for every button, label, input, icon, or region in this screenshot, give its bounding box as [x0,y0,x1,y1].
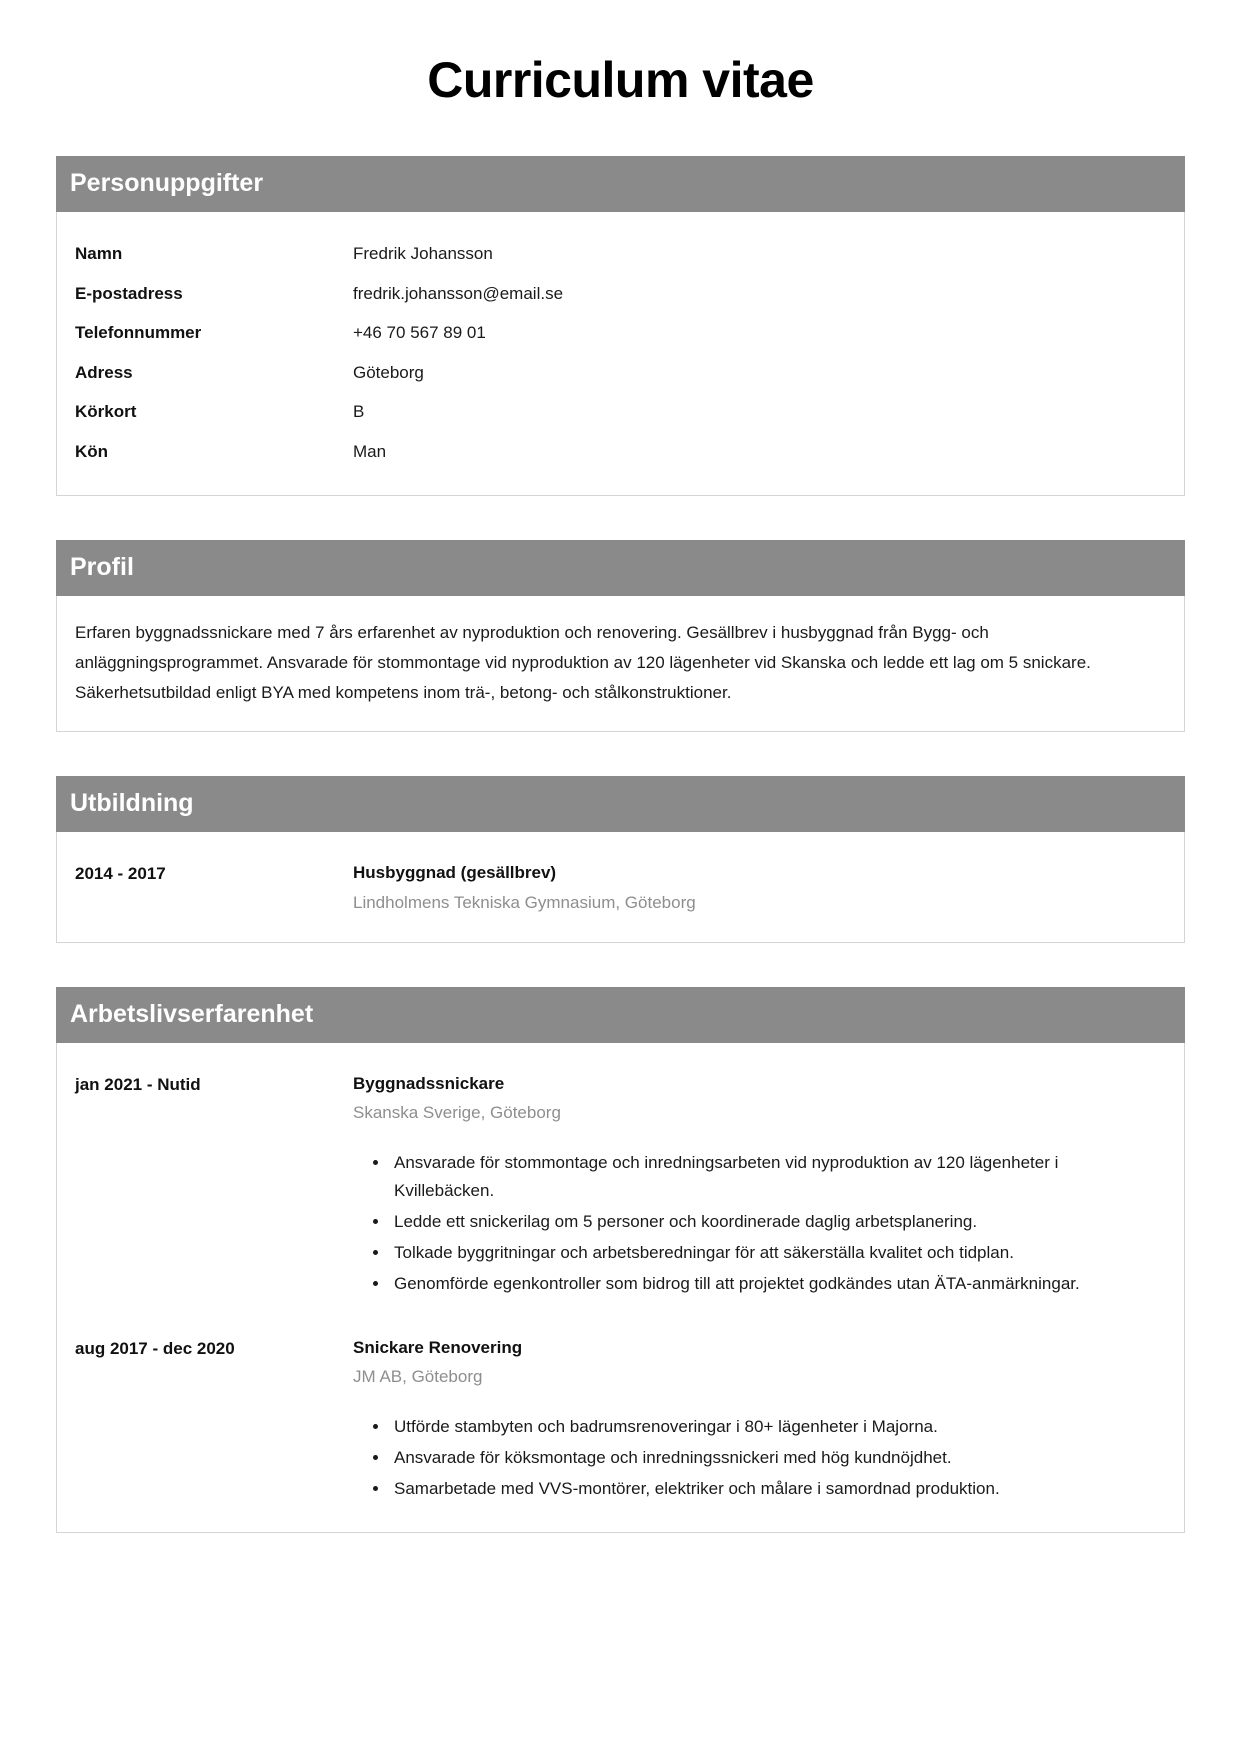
list-item: • Utförde stambyten och badrumsrenoveringar i 80+ lägenheter i Majorna. [390,1413,1152,1441]
list-item: • Genomförde egenkontroller som bidrog till att projektet godkändes utan ÄTA-anmärkningar. [390,1270,1152,1298]
table-row [75,392,1166,432]
section-heading-education: Utbildning [56,776,1185,832]
section-heading-personal-details: Personuppgifter [56,156,1185,212]
personal-detail-label: Namn [75,244,123,263]
personal-detail-label: Kön [75,441,109,461]
table-row [75,353,1166,393]
list-item: • Ansvarade för stommontage och inredningsarbeten vid nyproduktion av 120 lägenheter i Kvillebäcken. [390,1149,1152,1205]
work-entry-date: jan 2021 - Nutid [75,1074,201,1094]
section-heading-profile: Profil [56,540,1185,596]
table-row [75,313,1166,353]
work-entry-bullets [353,1149,1152,1298]
section-heading-work-experience: Arbetslivserfarenhet [56,987,1185,1043]
personal-detail-label: Adress [75,362,133,382]
personal-detail-value: B [353,402,365,421]
work-entry-main [353,1071,1166,1301]
personal-detail-value: fredrik.johansson@email.se [353,283,564,303]
personal-detail-label: Körkort [75,402,137,421]
list-item: • Ansvarade för köksmontage och inredningssnickeri med hög kundnöjdhet. [390,1444,1152,1472]
personal-detail-value: +46 70 567 89 01 [353,323,486,342]
profile-summary-text: Erfaren byggnadssnickare med 7 års erfarenhet av nyproduktion och renovering. Gesällbrev i husbyggnad från Bygg- och anläggningsprogrammet. Ansvarade för stommontage vid nyproduktion av 120 lägenheter vid Skanska och ledde ett lag om 5 snickare. Säkerhetsutbildad enligt BYA med kompetens inom trä-, betong- och stålkonstruktioner. [75,623,1091,702]
work-entry-main [353,1335,1166,1506]
section-education [56,776,1185,943]
profile-body [56,596,1185,732]
education-entry [75,854,1166,918]
list-item: • Tolkade byggritningar och arbetsberedningar för att säkerställa kvalitet och tidplan. [390,1239,1152,1267]
work-entry-organisation: JM AB, Göteborg [353,1367,483,1387]
personal-detail-label: E-postadress [75,283,183,303]
work-entry-date: aug 2017 - dec 2020 [75,1338,235,1358]
page-title: Curriculum vitae [427,52,814,108]
section-personal-details [56,156,1185,496]
work-experience-body [56,1043,1185,1533]
work-entry [75,1065,1166,1303]
section-profile [56,540,1185,732]
personal-detail-label: Telefonnummer [75,323,202,342]
personal-detail-value: Göteborg [353,362,424,382]
work-entry [75,1329,1166,1508]
personal-details-body [56,212,1185,496]
education-entry-title: Husbyggnad (gesällbrev) [353,863,557,883]
personal-detail-value: Man [353,441,387,461]
education-body [56,832,1185,943]
education-entry-date: 2014 - 2017 [75,864,166,884]
list-item: • Ledde ett snickerilag om 5 personer och koordinerade daglig arbetsplanering. [390,1208,1152,1236]
table-row [75,274,1166,314]
table-row [75,432,1166,472]
education-entry-organisation: Lindholmens Tekniska Gymnasium, Göteborg [353,892,696,912]
work-entry-bullets [353,1413,1152,1503]
work-entry-organisation: Skanska Sverige, Göteborg [353,1103,561,1123]
work-entry-title: Byggnadssnickare [353,1073,505,1093]
personal-detail-value: Fredrik Johansson [353,244,493,263]
education-entry-main [353,860,1166,916]
section-work-experience [56,987,1185,1533]
work-entry-title: Snickare Renovering [353,1337,523,1357]
table-row [75,234,1166,274]
list-item: • Samarbetade med VVS-montörer, elektriker och målare i samordnad produktion. [390,1475,1152,1503]
